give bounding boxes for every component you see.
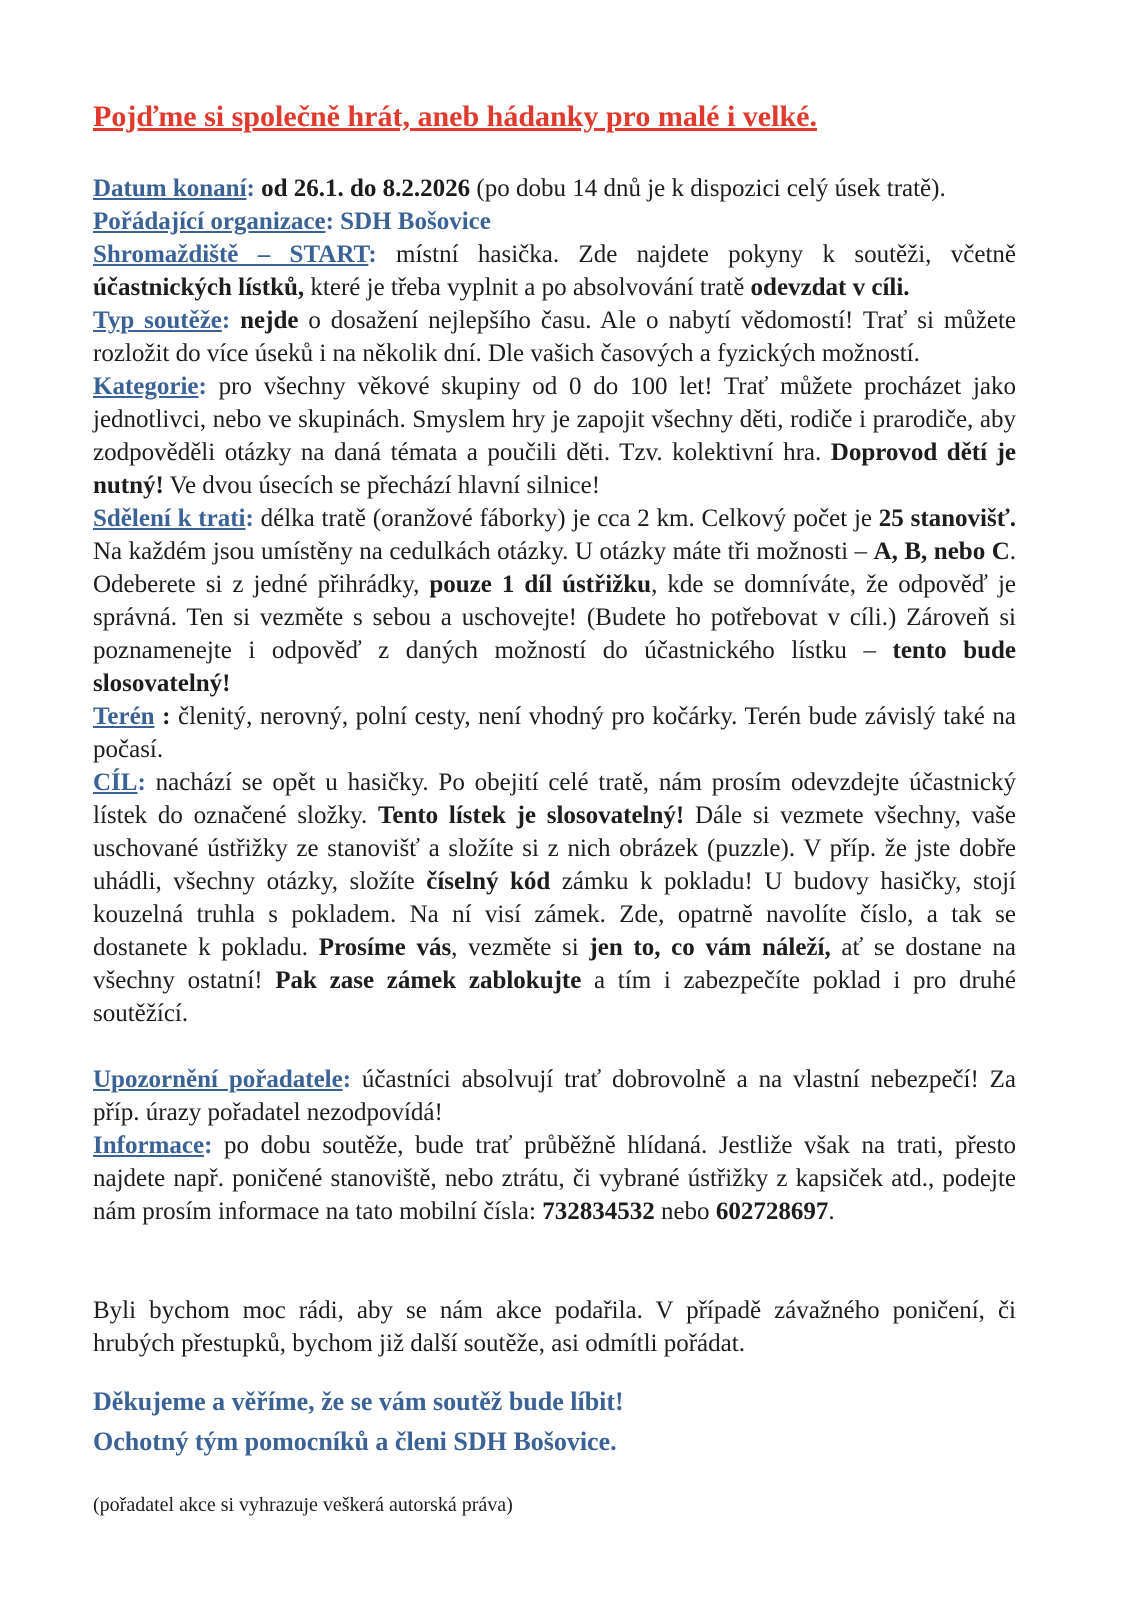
text-run: . Odeberete si z jedné přihrádky, — [93, 538, 1016, 598]
label-kategorie: Kategorie — [93, 373, 199, 400]
text-run: : — [221, 307, 241, 334]
phone-number-1: 732834532 — [542, 1198, 655, 1225]
para-poradajici-organizace — [93, 205, 1016, 238]
text-run: místní hasička. Zde najdete pokyny k soutěži, včetně — [396, 241, 1016, 268]
label-datum-konani: Datum konaní — [93, 175, 247, 202]
text-run: : — [342, 1066, 362, 1093]
label-cil: CÍL — [93, 769, 138, 796]
label-sdeleni-k-trati: Sdělení k trati — [93, 505, 246, 532]
text-run: : — [325, 208, 341, 235]
closing-thanks-line: Děkujeme a věříme, že se vám soutěž bude líbit! — [93, 1387, 624, 1416]
label-typ-souteze: Typ soutěže — [93, 307, 222, 334]
para-informace — [93, 1129, 1016, 1228]
text-run: : — [198, 373, 219, 400]
text-run: Ve dvou úsecích se přechází hlavní silnice! — [163, 472, 601, 499]
text-run: A, B, nebo C — [873, 538, 1010, 565]
text-run: a tím i zabezpečíte poklad i pro druhé soutěžící. — [93, 967, 1016, 1027]
text-run: Prosíme vás — [318, 934, 452, 961]
text-run: nachází se opět u hasičky. Po obejití celé tratě, nám prosím odevzdejte účastnický lístek do označené složky. — [93, 769, 1017, 829]
text-run: Byli bychom moc rádi, aby se nám akce podařila. V případě závažného poničení, či hrubých přestupků, bychom již další soutěže, asi odmítli pořádat. — [93, 1297, 1016, 1357]
text-run: pro všechny věkové skupiny od 0 do 100 let! Trať můžete procházet jako jednotlivci, nebo ve skupinách. Smyslem hry je zapojit všechny děti, rodiče i prarodiče, aby zodpověděli otázky na daná témata a poučili děti. Tzv. kolektivní hra. — [93, 373, 1017, 466]
text-run: členitý, nerovný, polní cesty, není vhodný pro kočárky. Terén bude závislý také na počasí. — [93, 703, 1016, 763]
para-upozorneni-poradatele — [93, 1063, 1016, 1129]
text-run: : — [137, 769, 156, 796]
text-run: 25 stanovišť. — [878, 505, 1016, 532]
text-run: ať se dostane na všechny ostatní! — [93, 934, 1016, 994]
text-run: SDH Bošovice — [340, 208, 491, 235]
text-run: nejde — [240, 307, 299, 334]
text-run: zámku k pokladu! U budovy hasičky, stojí kouzelná truhla s pokladem. Na ní visí zámek. Zde, opatrně navolíte číslo, a tak se dostanete k pokladu. — [93, 868, 1017, 961]
para-sdeleni-k-trati — [93, 502, 1016, 700]
label-upozorneni-poradatele: Upozornění pořadatele — [93, 1066, 343, 1093]
document-body — [93, 172, 1016, 1360]
text-run: číselný kód — [426, 868, 551, 895]
text-run: délka tratě (oranžové fáborky) je cca 2 km. Celkový počet je — [260, 505, 879, 532]
para-kategorie — [93, 370, 1016, 502]
text-run: Na každém jsou umístěny na cedulkách otázky. U otázky máte tři možnosti – — [93, 538, 874, 565]
text-run: . — [828, 1198, 835, 1225]
text-run: Tento lístek je slosovatelný! — [377, 802, 685, 829]
label-poradajici-organizace: Pořádající organizace — [93, 208, 326, 235]
text-run: : — [368, 241, 397, 268]
text-run: , vezměte si — [451, 934, 590, 961]
closing-signature-line: Ochotný tým pomocníků a členi SDH Bošovice. — [93, 1427, 617, 1456]
text-run: nebo — [654, 1198, 716, 1225]
text-run: : — [204, 1132, 225, 1159]
footer-copyright-note: (pořadatel akce si vyhrazuje veškerá autorská práva) — [93, 1494, 513, 1516]
label-shromazdiste-start: Shromaždiště – START — [93, 241, 369, 268]
text-run: : — [245, 505, 261, 532]
text-run: : — [154, 703, 171, 730]
text-run: účastnických lístků, — [93, 274, 305, 301]
text-run: Dále si vezmete všechny, vaše uschované ústřižky ze stanovišť a složíte si z nich obrázek (puzzle). V příp. že jste dobře uhádli, všechny otázky, složíte — [93, 802, 1016, 895]
page-title: Pojďme si společně hrát, aneb hádanky pro malé i velké. — [93, 100, 817, 133]
para-teren — [93, 700, 1016, 766]
text-run: pouze 1 díl ústřižku — [429, 571, 652, 598]
text-run: odevzdat v cíli. — [750, 274, 910, 301]
para-typ-souteze — [93, 304, 1016, 370]
para-cil — [93, 766, 1016, 1030]
text-run: Pak zase zámek zablokujte — [275, 967, 582, 994]
closing-block — [93, 1382, 1016, 1462]
text-run: jen to, co vám náleží, — [589, 934, 831, 961]
text-run: , kde se domníváte, že odpověď je správná. Ten si vezměte s sebou a uschovejte! (Budete ho potřebovat v cíli.) Zároveň si poznamenejte i odpověď z daných možností do účastnického lístku – — [93, 571, 1016, 664]
text-run: Doprovod dětí je nutný! — [93, 439, 1016, 499]
text-run: : — [246, 175, 262, 202]
para-datum-konani — [93, 172, 1016, 205]
para-shromazdiste-start — [93, 238, 1016, 304]
text-run: (po dobu 14 dnů je k dispozici celý úsek tratě). — [470, 175, 946, 202]
label-informace: Informace — [93, 1132, 205, 1159]
text-run: od 26.1. do 8.2.2026 — [261, 175, 471, 202]
text-run: tento bude slosovatelný! — [93, 637, 1017, 697]
label-teren: Terén — [93, 703, 155, 730]
text-run: o dosažení nejlepšího času. Ale o nabytí vědomostí! Trať si můžete rozložit do více úseků i na několik dní. Dle vašich časových a fyzických možností. — [93, 307, 1017, 367]
text-run: účastníci absolvují trať dobrovolně a na vlastní nebezpečí! Za příp. úrazy pořadatel nezodpovídá! — [93, 1066, 1016, 1126]
para-zaver — [93, 1294, 1016, 1360]
text-run: po dobu soutěže, bude trať průběžně hlídaná. Jestliže však na trati, přesto najdete např. poničené stanoviště, nebo ztrátu, či vybrané ústřižky z kapsiček atd., podejte nám prosím informace na tato mobilní čísla: — [93, 1132, 1016, 1225]
phone-number-2: 602728697 — [715, 1198, 829, 1225]
text-run: které je třeba vyplnit a po absolvování tratě — [304, 274, 751, 301]
